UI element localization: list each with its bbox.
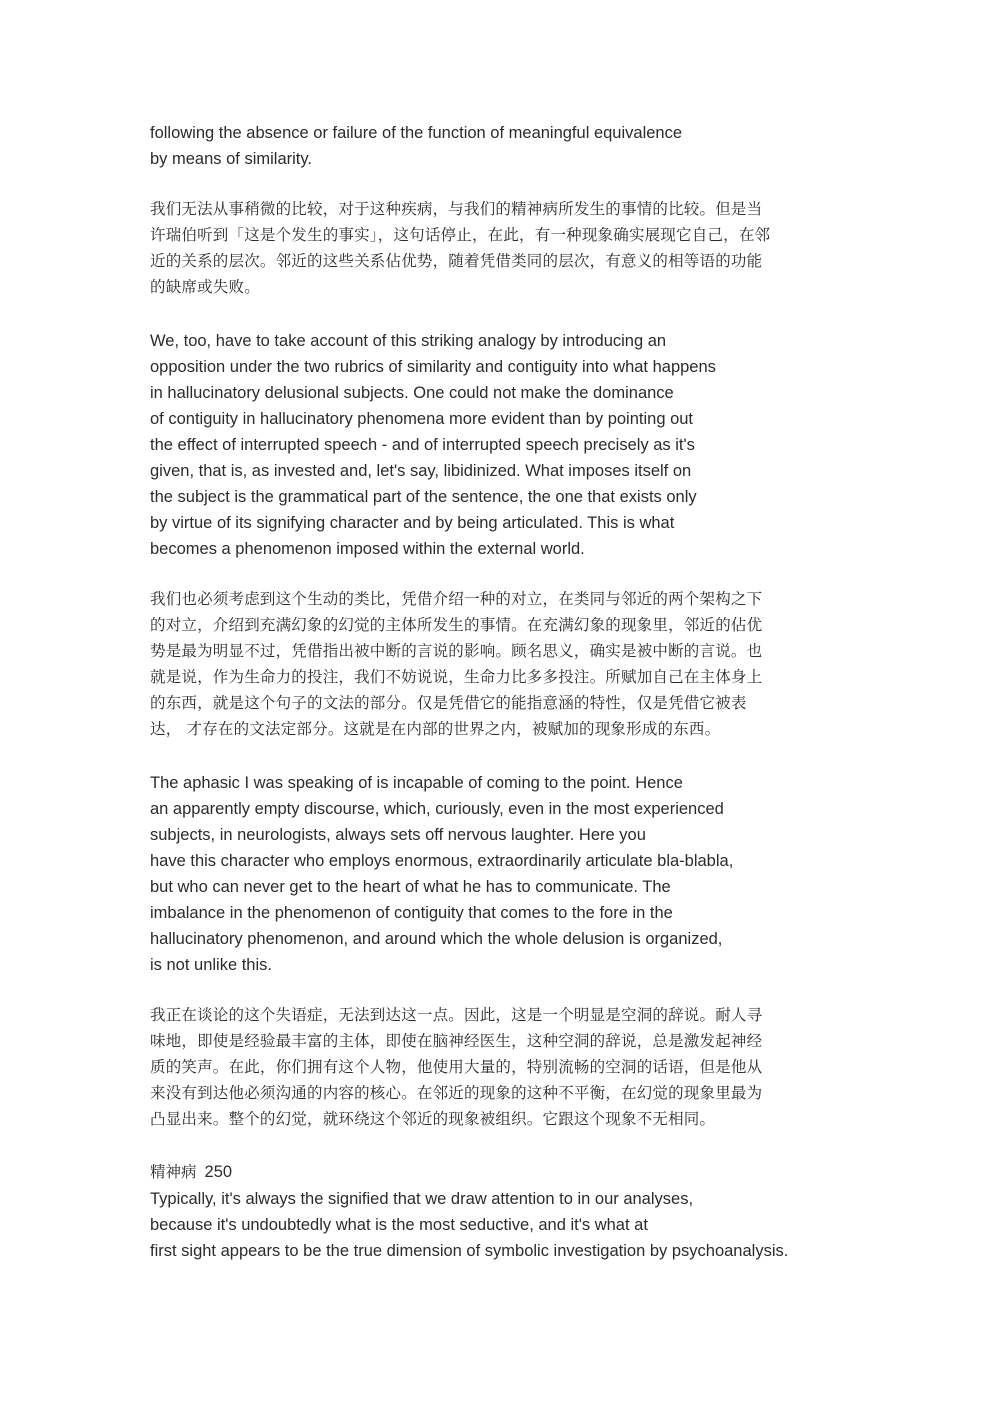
text-line: given, that is, as invested and, let's say, libidinized. What imposes itself on xyxy=(150,462,692,480)
text-line: opposition under the two rubrics of similarity and contiguity into what happens xyxy=(150,358,716,376)
paragraph-zh-3 xyxy=(150,1002,850,1132)
text-line: have this character who employs enormous, extraordinarily articulate bla-blabla, xyxy=(150,852,734,870)
text-line: of contiguity in hallucinatory phenomena more evident than by pointing out xyxy=(150,410,694,428)
text-line: an apparently empty discourse, which, curiously, even in the most experienced xyxy=(150,800,724,818)
text-line: The aphasic I was speaking of is incapable of coming to the point. Hence xyxy=(150,774,683,792)
text-line: 势是最为明显不过，凭借指出被中断的言说的影响。顾名思义，确实是被中断的言说。也 xyxy=(150,642,763,660)
text-line: by means of similarity. xyxy=(150,150,312,168)
paragraph-en-2 xyxy=(150,328,850,562)
text-line: becomes a phenomenon imposed within the external world. xyxy=(150,540,585,558)
text-line: in hallucinatory delusional subjects. One could not make the dominance xyxy=(150,384,674,402)
text-line: 的缺席或失败。 xyxy=(150,278,260,296)
text-line: We, too, have to take account of this striking analogy by introducing an xyxy=(150,332,667,350)
text-line: 凸显出来。整个的幻觉，就环绕这个邻近的现象被组织。它跟这个现象不无相同。 xyxy=(150,1110,716,1128)
page-number: 250 xyxy=(204,1163,233,1181)
text-line: 我们也必须考虑到这个生动的类比，凭借介绍一种的对立，在类同与邻近的两个架构之下 xyxy=(150,590,763,608)
text-line: subjects, in neurologists, always sets off nervous laughter. Here you xyxy=(150,826,646,844)
text-line: 许瑞伯听到「这是个发生的事实」，这句话停止，在此，有一种现象确实展现它自己，在邻 xyxy=(150,226,771,244)
text-line: 来没有到达他必须沟通的内容的核心。在邻近的现象的这种不平衡，在幻觉的现象里最为 xyxy=(150,1084,763,1102)
text-line: 味地，即使是经验最丰富的主体，即使在脑神经医生，这种空洞的辞说，总是激发起神经 xyxy=(150,1032,763,1050)
text-line: first sight appears to be the true dimension of symbolic investigation by psychoanalysis. xyxy=(150,1242,789,1260)
page-marker xyxy=(150,1159,232,1185)
page-marker-label: 精神病 xyxy=(150,1163,197,1181)
text-line: Typically, it's always the signified that we draw attention to in our analyses, xyxy=(150,1190,694,1208)
text-line: imbalance in the phenomenon of contiguity that comes to the fore in the xyxy=(150,904,673,922)
paragraph-en-1 xyxy=(150,120,850,172)
paragraph-en-3 xyxy=(150,770,850,978)
paragraph-zh-1 xyxy=(150,196,850,300)
text-line: because it's undoubtedly what is the most seductive, and it's what at xyxy=(150,1216,648,1234)
text-line: 质的笑声。在此，你们拥有这个人物，他使用大量的，特别流畅的空洞的话语，但是他从 xyxy=(150,1058,763,1076)
text-line: hallucinatory phenomenon, and around which the whole delusion is organized, xyxy=(150,930,723,948)
text-line: 达， 才存在的文法定部分。这就是在内部的世界之内，被赋加的现象形成的东西。 xyxy=(150,720,721,738)
text-line: 我正在谈论的这个失语症，无法到达这一点。因此，这是一个明显是空洞的辞说。耐人寻 xyxy=(150,1006,763,1024)
paragraph-zh-2 xyxy=(150,586,850,742)
text-line: but who can never get to the heart of what he has to communicate. The xyxy=(150,878,671,896)
text-line: the subject is the grammatical part of the sentence, the one that exists only xyxy=(150,488,697,506)
text-line: 的对立，介绍到充满幻象的幻觉的主体所发生的事情。在充满幻象的现象里，邻近的佔优 xyxy=(150,616,763,634)
text-line: by virtue of its signifying character and by being articulated. This is what xyxy=(150,514,675,532)
text-line: 近的关系的层次。邻近的这些关系佔优势，随着凭借类同的层次，有意义的相等语的功能 xyxy=(150,252,763,270)
text-line: 就是说，作为生命力的投注，我们不妨说说，生命力比多多投注。所赋加自己在主体身上 xyxy=(150,668,763,686)
text-line: the effect of interrupted speech - and of interrupted speech precisely as it's xyxy=(150,436,695,454)
text-line: following the absence or failure of the function of meaningful equivalence xyxy=(150,124,683,142)
paragraph-en-4 xyxy=(150,1186,850,1264)
text-line: 我们无法从事稍微的比较，对于这种疾病，与我们的精神病所发生的事情的比较。但是当 xyxy=(150,200,763,218)
text-line: 的东西，就是这个句子的文法的部分。仅是凭借它的能指意涵的特性，仅是凭借它被表 xyxy=(150,694,747,712)
text-line: is not unlike this. xyxy=(150,956,272,974)
